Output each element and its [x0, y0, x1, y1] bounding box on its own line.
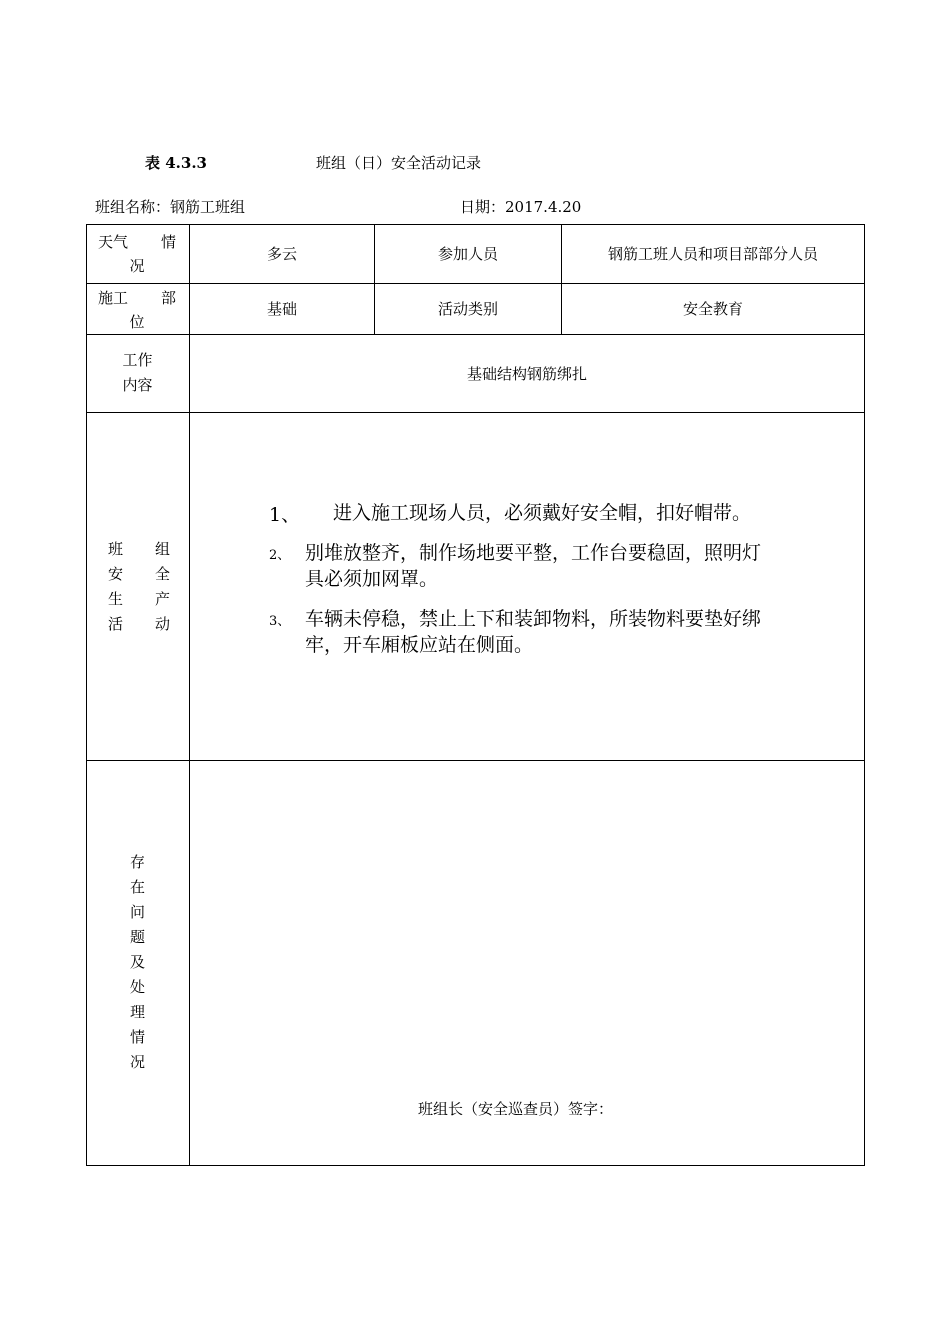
work-content-value: 基础结构钢筋绑扎 [466, 364, 587, 383]
team-name: 班组名称：钢筋工班组 [95, 198, 246, 216]
list-item: 1、 进入施工现场人员，必须戴好安全帽，扣好帽带。 [269, 502, 752, 526]
activity-record-table [86, 224, 865, 1166]
list-item: 3、 车辆未停稳，禁止上下和装卸物料，所装物料要垫好绑 牢，开车厢板应站在侧面。 [269, 608, 762, 656]
safety-activity-list [269, 500, 859, 660]
participants-label: 参加人员 [437, 245, 498, 263]
table-border-right [864, 224, 865, 1166]
signature-field: 班组长（安全巡查员）签字： [418, 1100, 614, 1118]
list-item: 2、 别堆放整齐，制作场地要平整，工作台要稳固，照明灯 具必须加网罩。 [269, 542, 762, 590]
row-divider [86, 760, 865, 761]
table-border-bottom [86, 1165, 865, 1166]
category-value: 安全教育 [682, 300, 743, 318]
location-value: 基础 [266, 300, 297, 318]
work-content-label: 工作 内容 [122, 351, 153, 394]
row-divider [86, 412, 865, 413]
category-label: 活动类别 [437, 300, 498, 318]
location-label: 施工 部 位 [98, 289, 176, 331]
record-date: 日期：2017.4.20 [460, 198, 582, 216]
weather-label: 天气 情 况 [98, 233, 176, 275]
issues-handling-label: 存 在 问 题 及 处 理 情 况 [129, 853, 145, 1071]
safety-activity-label: 班 组 安 全 生 产 活 动 [108, 540, 170, 633]
participants-value: 钢筋工班人员和项目部部分人员 [607, 245, 818, 263]
page-title: 班组（日）安全活动记录 [316, 154, 482, 172]
table-number: 表 4.3.3 [145, 154, 207, 172]
weather-value: 多云 [266, 245, 297, 263]
